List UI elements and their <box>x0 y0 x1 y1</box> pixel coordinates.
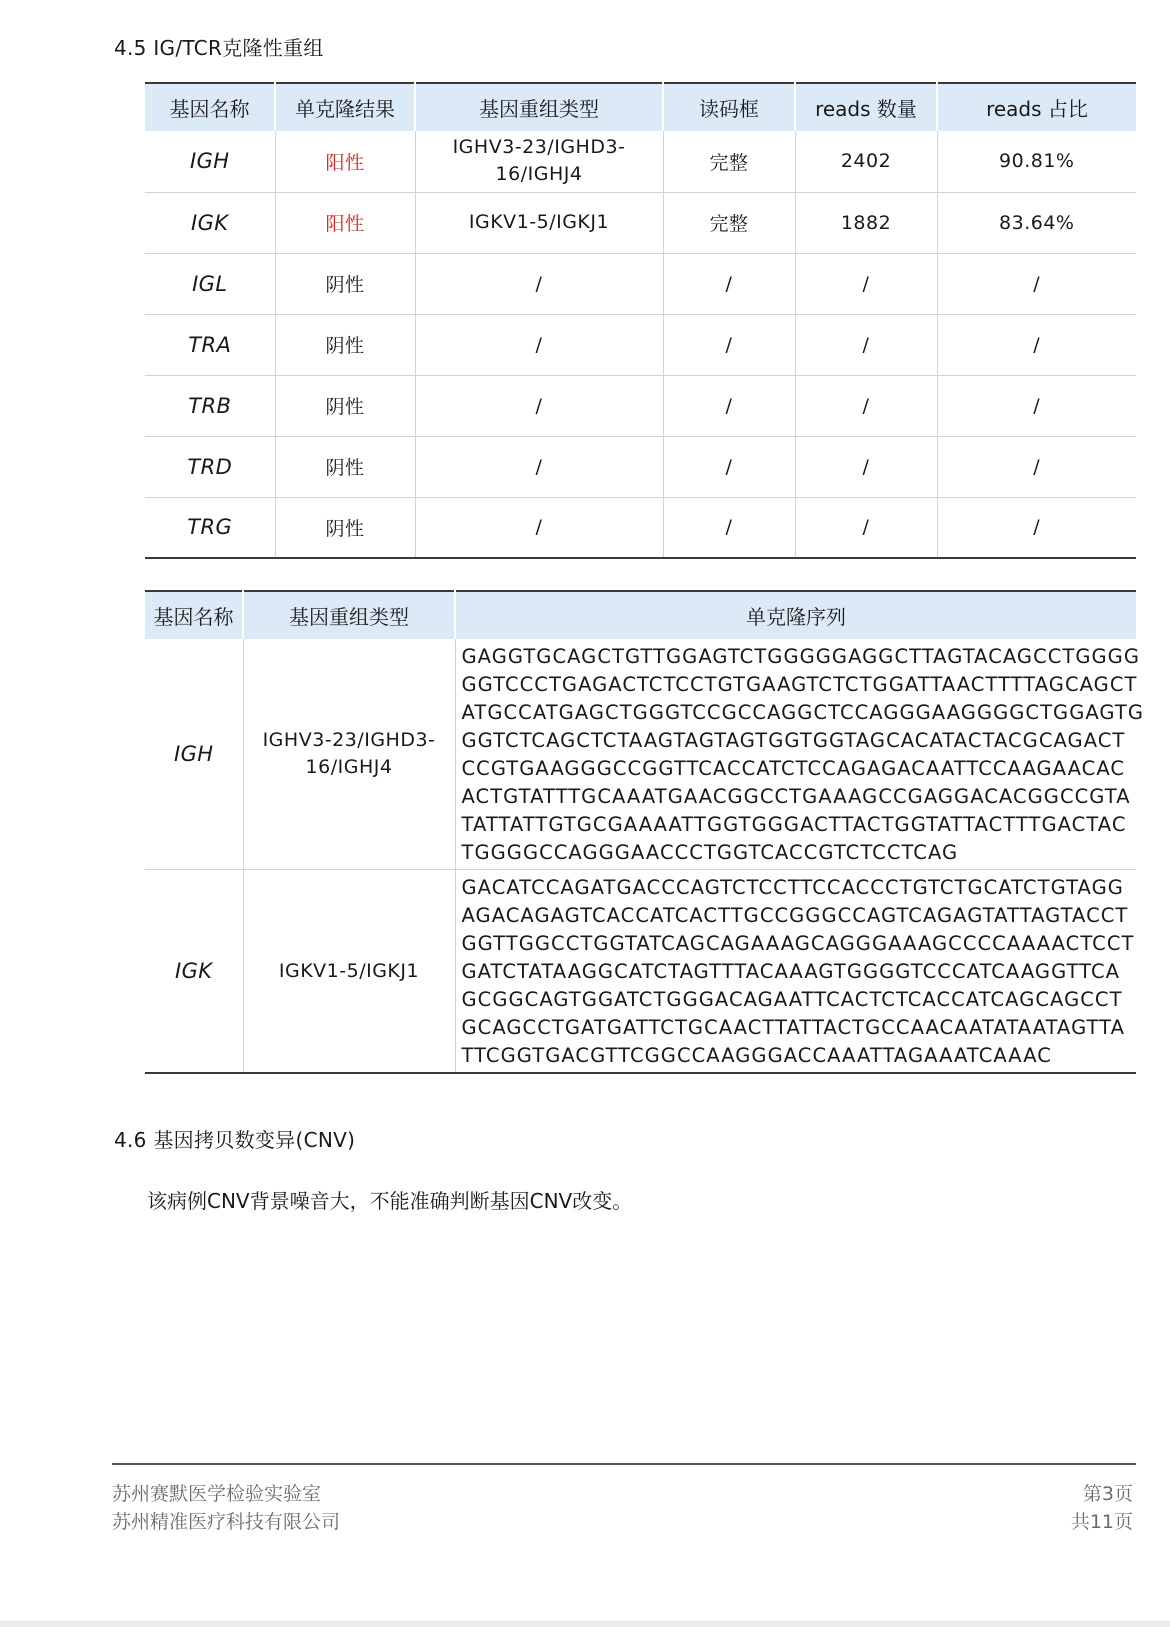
gene-name: IGK <box>145 192 275 253</box>
gene-name: TRD <box>145 436 275 497</box>
clonal-sequence-table <box>145 590 1145 1074</box>
sequence-line: CCGTGAAGGGCCGGTTCACCATCTCCAGAGACAATTCCAAGAACAC <box>461 757 1126 780</box>
page-bottom-edge <box>0 1621 1170 1627</box>
table-row <box>145 192 1136 253</box>
col-header-sequence: 单克隆序列 <box>455 591 1136 639</box>
footer-pagination <box>1071 1480 1133 1536</box>
cnv-note: 该病例CNV背景噪音大，不能准确判断基因CNV改变。 <box>147 1189 633 1213</box>
col-header-frame: 读码框 <box>663 83 795 131</box>
sequence-line: GATCTATAAGGCATCTAGTTTACAAAGTGGGGTCCCATCAAGGTTCA <box>461 960 1121 983</box>
reads-ratio: / <box>937 375 1136 436</box>
col-header-reads-ratio: reads 占比 <box>937 83 1136 131</box>
gene-name: IGH <box>145 131 275 192</box>
clonality-result-table <box>145 82 1136 559</box>
lab-name: 苏州赛默医学检验实验室 <box>112 1483 322 1505</box>
sequence-line: TGGGGCCAGGGAACCCTGGTCACCGTCTCCTCAG <box>461 841 959 864</box>
reading-frame: / <box>663 253 795 314</box>
table-row <box>145 131 1136 192</box>
clonal-result: 阴性 <box>275 436 415 497</box>
reads-count: / <box>795 375 937 436</box>
rearrangement-type: IGHV3-23/IGHD3-16/IGHJ4 <box>243 639 455 870</box>
gene-name: TRG <box>145 497 275 558</box>
rearrangement-type: IGKV1-5/IGKJ1 <box>243 870 455 1074</box>
reads-count: 2402 <box>795 131 937 192</box>
table-row <box>145 314 1136 375</box>
clonal-sequence <box>455 870 1136 1074</box>
total-pages: 共11页 <box>1070 1511 1133 1533</box>
reads-ratio: 83.64% <box>937 192 1136 253</box>
table-row <box>145 639 1136 870</box>
sequence-line: ATGCCATGAGCTGGGTCCGCCAGGCTCCAGGGAAGGGGCTGGAGTG <box>461 701 1145 724</box>
clonal-sequence <box>455 639 1145 870</box>
reads-count: / <box>795 253 937 314</box>
clonal-result: 阴性 <box>275 253 415 314</box>
table-row <box>145 375 1136 436</box>
reading-frame: / <box>663 375 795 436</box>
sequence-line: GGTTGGCCTGGTATCAGCAGAAAGCAGGGAAAGCCCCAAAACTCCT <box>461 932 1135 955</box>
reads-ratio: / <box>937 314 1136 375</box>
gene-name: IGL <box>145 253 275 314</box>
table-row <box>145 436 1136 497</box>
table-row <box>145 253 1136 314</box>
col-header-gene: 基因名称 <box>145 83 275 131</box>
rearrangement-type: / <box>415 497 663 558</box>
sequence-line: GGTCCCTGAGACTCTCCTGTGAAGTCTCTGGATTAACTTTTAGCAGCT <box>461 673 1138 696</box>
table-header-row <box>145 591 1136 639</box>
reading-frame: / <box>663 436 795 497</box>
sequence-line: GCGGCAGTGGATCTGGGACAGAATTCACTCTCACCATCAGCAGCCT <box>461 988 1123 1011</box>
col-header-gene: 基因名称 <box>145 591 243 639</box>
rearrangement-type: IGHV3-23/IGHD3-16/IGHJ4 <box>415 131 663 192</box>
rearrangement-type: / <box>415 314 663 375</box>
sequence-line: GACATCCAGATGACCCAGTCTCCTTCCACCCTGTCTGCATCTGTAGG <box>461 876 1124 899</box>
sequence-line: GAGGTGCAGCTGTTGGAGTCTGGGGGAGGCTTAGTACAGCCTGGGG <box>461 645 1140 668</box>
reads-count: / <box>795 314 937 375</box>
col-header-rearrangement: 基因重组类型 <box>415 83 663 131</box>
sequence-line: TTCGGTGACGTTCGGCCAAGGGACCAAATTAGAAATCAAAC <box>461 1044 1052 1067</box>
table-header-row <box>145 83 1136 131</box>
company-name: 苏州精准医疗科技有限公司 <box>112 1511 341 1533</box>
sequence-line: GGTCTCAGCTCTAAGTAGTAGTGGTGGTAGCACATACTACGCAGACT <box>461 729 1126 752</box>
reads-ratio: / <box>937 497 1136 558</box>
clonal-result: 阴性 <box>275 497 415 558</box>
clonal-result: 阳性 <box>275 131 415 192</box>
col-header-reads-count: reads 数量 <box>795 83 937 131</box>
rearrangement-type: / <box>415 375 663 436</box>
section-title-cnv: 4.6 基因拷贝数变异(CNV) <box>114 1128 356 1152</box>
sequence-line: AGACAGAGTCACCATCACTTGCCGGGCCAGTCAGAGTATTAGTACCT <box>461 904 1129 927</box>
sequence-line: GCAGCCTGATGATTCTGCAACTTATTACTGCCAACAATATAATAGTTA <box>461 1016 1126 1039</box>
reads-ratio: / <box>937 253 1136 314</box>
gene-name: TRB <box>145 375 275 436</box>
reads-ratio: / <box>937 436 1136 497</box>
gene-name: IGK <box>145 870 243 1074</box>
reads-count: 1882 <box>795 192 937 253</box>
table-row <box>145 497 1136 558</box>
section-title-ig-tcr: 4.5 IG/TCR克隆性重组 <box>114 36 324 60</box>
clonal-result: 阴性 <box>275 314 415 375</box>
gene-name: TRA <box>145 314 275 375</box>
reading-frame: 完整 <box>663 192 795 253</box>
gene-name: IGH <box>145 639 243 870</box>
reading-frame: / <box>663 314 795 375</box>
sequence-line: ACTGTATTTGCAAATGAACGGCCTGAAAGCCGAGGACACGGCCGTA <box>461 785 1131 808</box>
rearrangement-type: / <box>415 436 663 497</box>
rearrangement-type: / <box>415 253 663 314</box>
reads-count: / <box>795 436 937 497</box>
reads-count: / <box>795 497 937 558</box>
reads-ratio: 90.81% <box>999 150 1075 173</box>
footer-org <box>112 1480 340 1536</box>
table-row <box>145 870 1136 1074</box>
rearrangement-type: IGKV1-5/IGKJ1 <box>415 192 663 253</box>
reading-frame: 完整 <box>663 131 795 192</box>
clonal-result: 阳性 <box>275 192 415 253</box>
sequence-line: TATTATTGTGCGAAAATTGGTGGGACTTACTGGTATTACTTTGACTAC <box>461 813 1127 836</box>
col-header-result: 单克隆结果 <box>275 83 415 131</box>
reading-frame: / <box>663 497 795 558</box>
footer-divider <box>112 1463 1136 1465</box>
col-header-rearrangement: 基因重组类型 <box>243 591 455 639</box>
clonal-result: 阴性 <box>275 375 415 436</box>
page-number: 第3页 <box>1082 1483 1133 1505</box>
